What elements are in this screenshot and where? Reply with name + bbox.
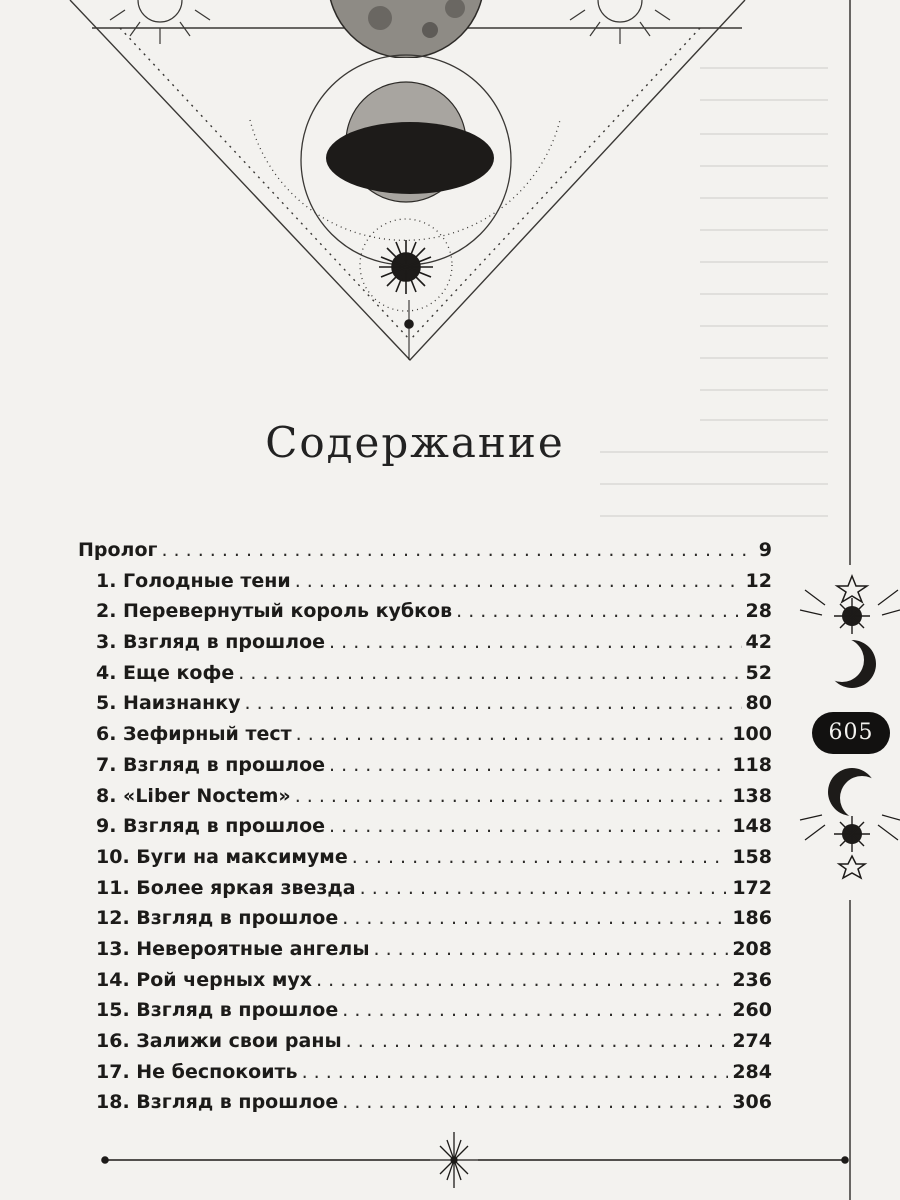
toc-entry [78,1026,772,1057]
toc-entry-page: 186 [732,907,772,930]
toc-entry-title: 2. Перевернутый король кубков [96,600,453,623]
eclipse-moon-icon [326,82,494,202]
toc-entry [78,965,772,996]
dot-leader [456,596,741,627]
toc-entry-title: 15. Взгляд в прошлое [96,999,339,1022]
toc-entry-page: 208 [732,937,772,960]
toc-entry [78,903,772,934]
dot-leader [352,842,729,873]
toc-entry [78,750,772,781]
toc-entry-title: 10. Буги на максимуме [96,845,348,868]
toc-entry-title: 4. Еще кофе [96,661,235,684]
toc-entry-page: 306 [732,1091,772,1114]
page-number-badge: 605 [812,712,890,754]
toc-entry-page: 148 [732,815,772,838]
dot-leader [374,934,729,965]
toc-entry [78,627,772,658]
toc-entry-page: 42 [745,631,772,654]
toc-entry [78,719,772,750]
toc-entry-page: 284 [732,1060,772,1083]
dot-leader [302,1057,729,1088]
toc-entry [78,596,772,627]
dot-leader [245,688,742,719]
dot-leader [161,535,748,566]
toc-entry [78,1057,772,1088]
toc-entry-page: 274 [732,1030,772,1052]
dot-leader [342,903,728,934]
toc-entry-title: 11. Более яркая звезда [96,876,356,899]
toc-entry-page: 172 [732,876,772,899]
toc-entry [78,811,772,842]
toc-entry-title: 16. Залижи свои раны [96,1030,342,1052]
dot-leader [342,1087,728,1118]
dot-leader [329,811,728,842]
table-of-contents [78,535,772,1118]
dot-leader [295,566,742,597]
toc-entry-page: 52 [745,661,772,684]
dot-leader [346,1026,729,1057]
toc-entry-page: 9 [758,539,772,561]
dot-leader [238,658,741,689]
dot-leader [329,627,742,658]
dot-leader [296,719,729,750]
toc-entry-title: 5. Наизнанку [96,692,241,715]
toc-entry [78,688,772,719]
toc-entry-title: 1. Голодные тени [96,569,291,592]
dot-leader [342,995,728,1026]
toc-entry-page: 12 [745,569,772,592]
toc-entry [78,658,772,689]
toc-entry-title: 14. Рой черных мух [96,968,313,991]
toc-entry [78,995,772,1026]
toc-entry [78,842,772,873]
toc-entry-title: 8. «Liber Noctem» [96,784,291,807]
toc-entry-title: 6. Зефирный тест [96,723,292,746]
dot-leader [316,965,728,996]
toc-entry-page: 158 [732,845,772,868]
toc-entry-title: Пролог [78,539,158,561]
toc-entry-page: 80 [745,692,772,715]
toc-entry-prologue [78,535,772,566]
toc-entry-title: 12. Взгляд в прошлое [96,907,339,930]
toc-entry [78,781,772,812]
toc-entry [78,1087,772,1118]
toc-entry-title: 17. Не беспокоить [96,1060,298,1083]
toc-entry-page: 260 [732,999,772,1022]
toc-entry-page: 118 [732,753,772,776]
toc-entry-title: 3. Взгляд в прошлое [96,631,326,654]
toc-entry-page: 100 [732,723,772,746]
toc-entry [78,934,772,965]
page-title: Содержание [265,418,565,467]
dot-leader [329,750,728,781]
full-moon-icon [328,0,484,58]
toc-entry-title: 18. Взгляд в прошлое [96,1091,339,1114]
toc-entry [78,873,772,904]
star-burst-icon [430,1132,478,1188]
toc-entry [78,566,772,597]
toc-entry-page: 28 [745,600,772,623]
toc-entry-page: 236 [732,968,772,991]
toc-entry-title: 13. Невероятные ангелы [96,937,370,960]
toc-entry-page: 138 [732,784,772,807]
dot-leader [360,873,729,904]
toc-entry-title: 9. Взгляд в прошлое [96,815,326,838]
toc-entry-title: 7. Взгляд в прошлое [96,753,326,776]
sun-icon [379,240,433,360]
dot-leader [295,781,729,812]
